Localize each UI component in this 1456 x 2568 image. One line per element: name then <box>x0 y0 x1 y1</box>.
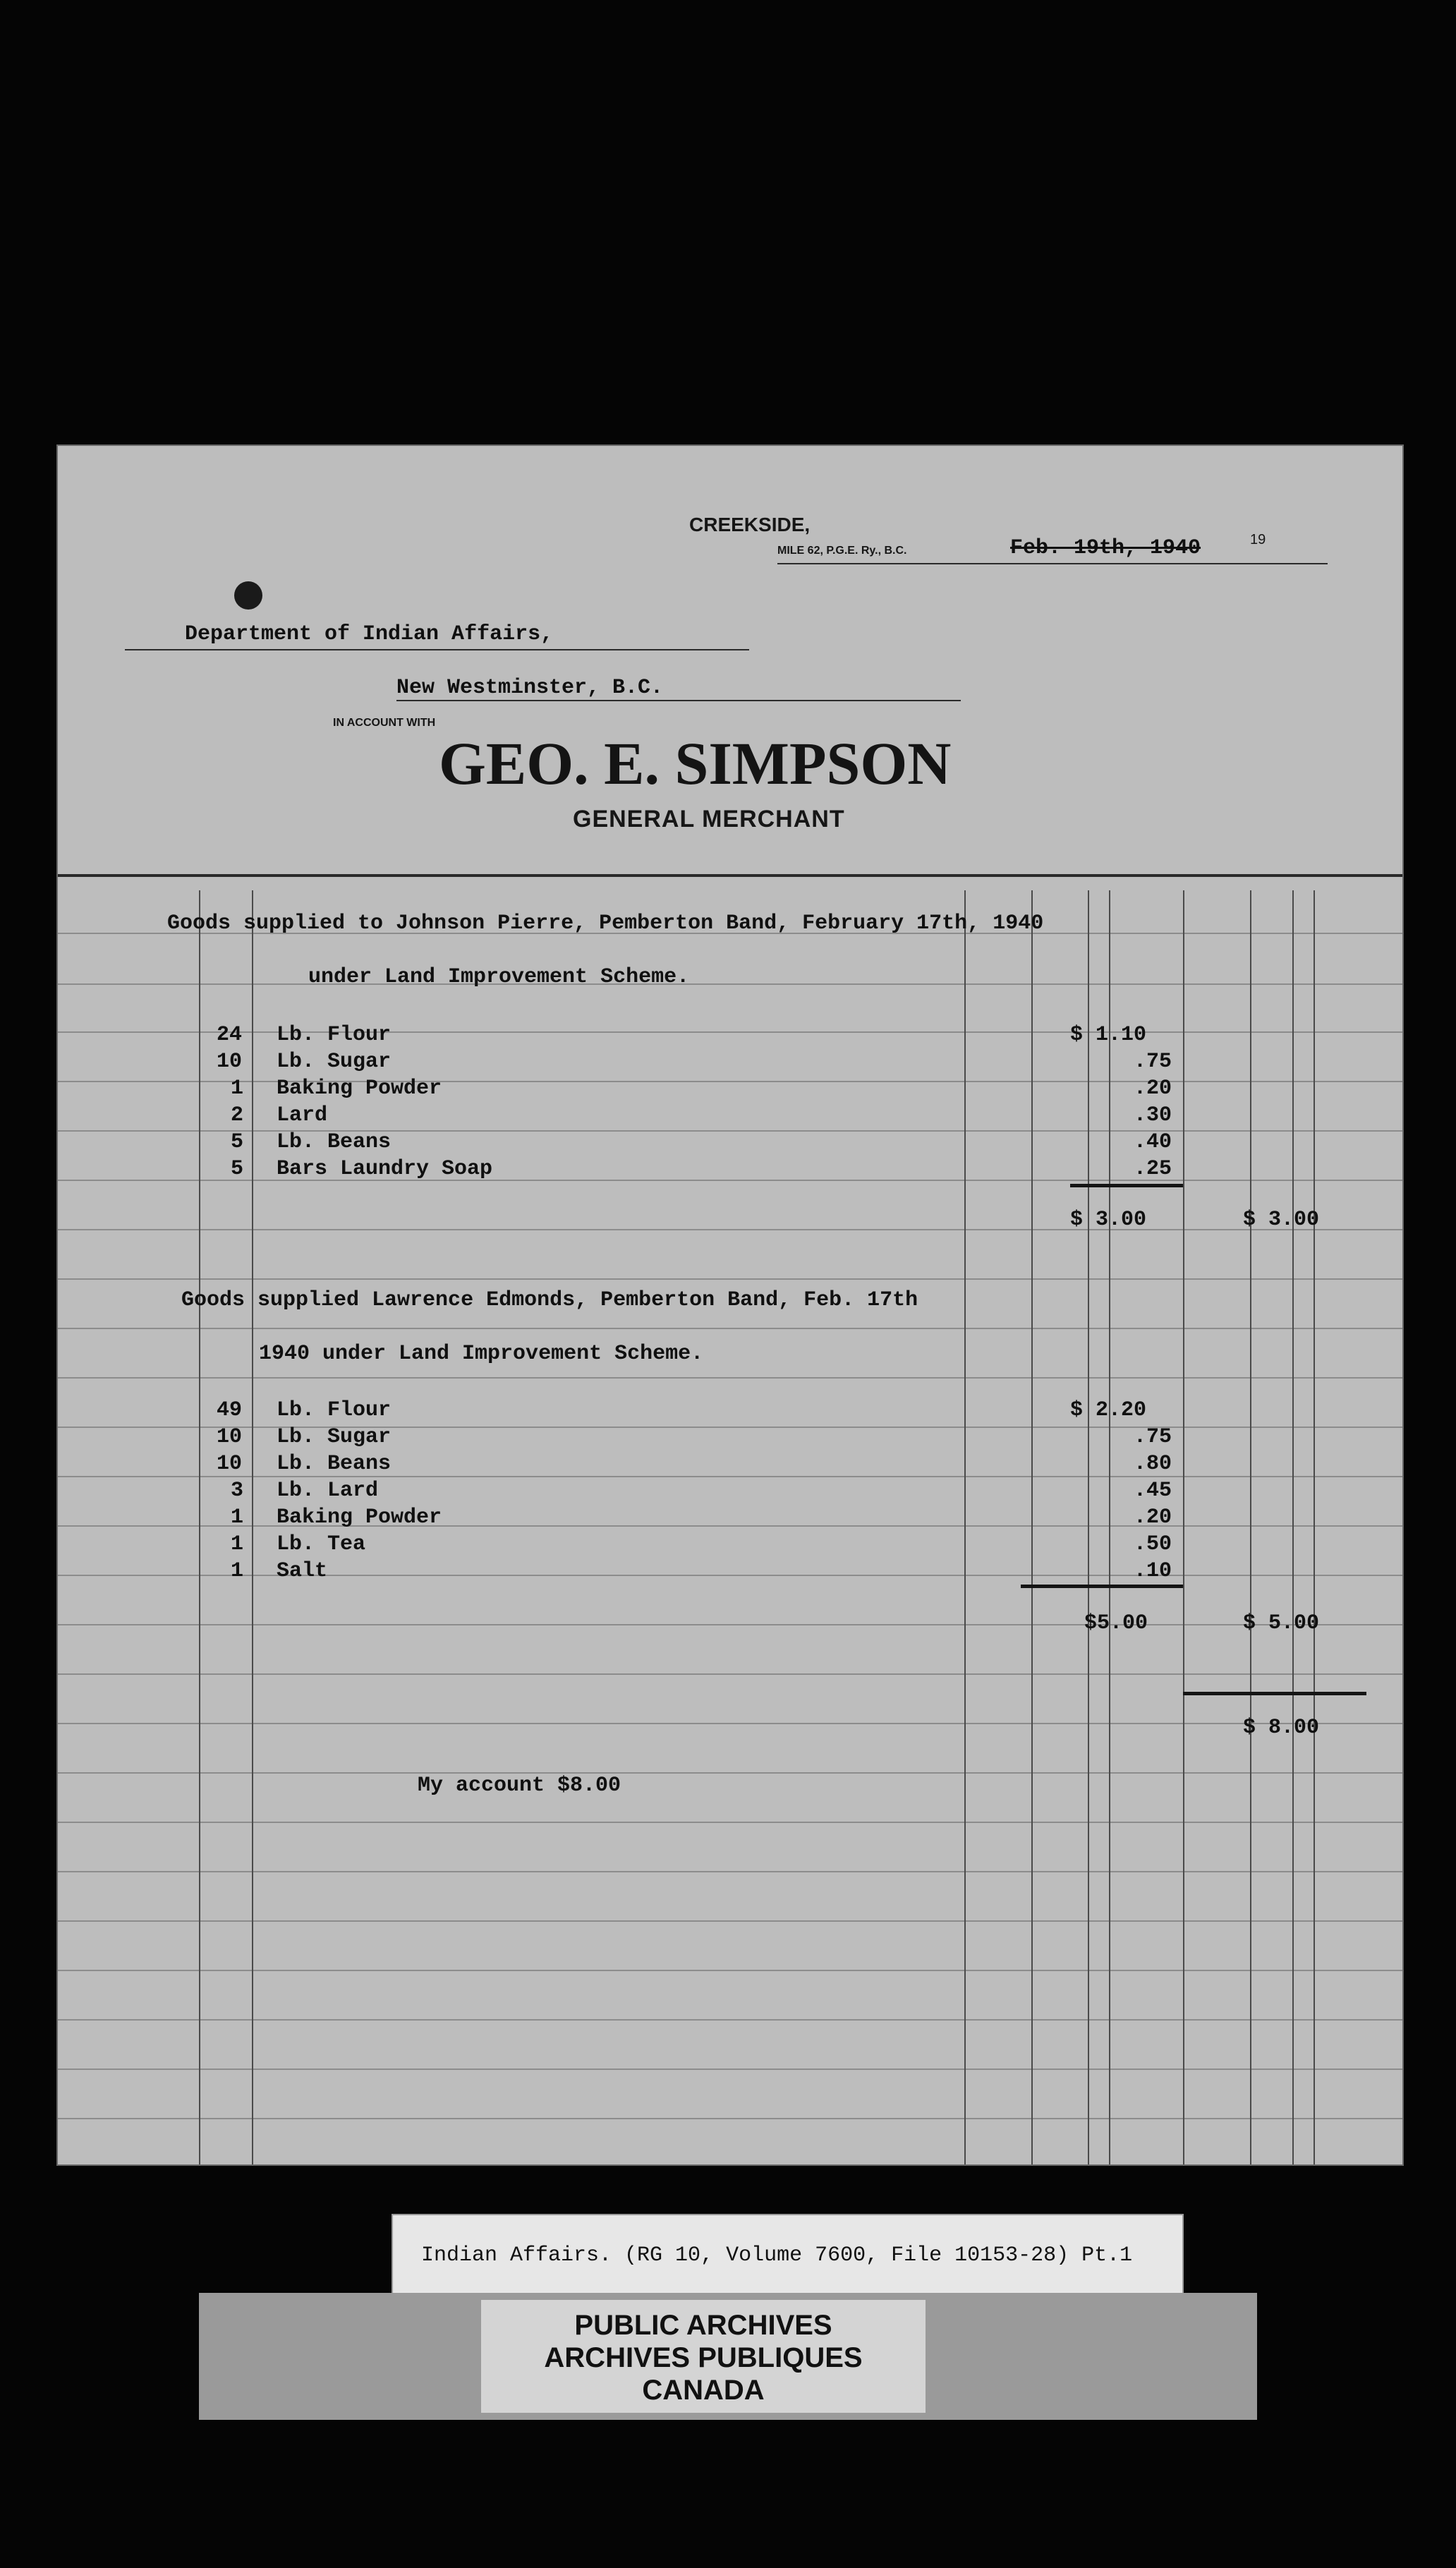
order1-item-amount: .30 <box>1134 1103 1172 1127</box>
archive-stamp-panel <box>481 2300 926 2413</box>
order2-item-desc: Lb. Tea <box>277 1532 366 1556</box>
stamp-line2: ARCHIVES PUBLIQUES <box>544 2342 863 2373</box>
order1-item-amount: .40 <box>1134 1130 1172 1154</box>
archive-reference: Indian Affairs. (RG 10, Volume 7600, File 10153-28) Pt.1 <box>421 2243 1133 2267</box>
order2-item-desc: Lb. Sugar <box>277 1425 392 1449</box>
order2-item-desc: Lb. Lard <box>277 1479 379 1503</box>
order1-item-qty: 24 <box>217 1023 243 1047</box>
addressee-line2: New Westminster, B.C. <box>396 676 664 700</box>
order2-item-desc: Baking Powder <box>277 1506 442 1530</box>
order1-total: $ 3.00 <box>1243 1208 1320 1232</box>
order1-item-desc: Bars Laundry Soap <box>277 1157 493 1181</box>
archive-stamp <box>199 2293 1257 2420</box>
order1-item-desc: Lb. Sugar <box>277 1050 392 1074</box>
invoice-sheet <box>56 444 1404 2166</box>
order1-item-amount: .20 <box>1134 1077 1172 1101</box>
year-prefix: 19 <box>1250 532 1266 547</box>
order2-item-qty: 1 <box>231 1506 244 1530</box>
order1-item-desc: Lb. Flour <box>277 1023 392 1047</box>
order1-description-line2: under Land Improvement Scheme. <box>308 965 690 989</box>
location-line: MILE 62, P.G.E. Ry., B.C. <box>777 545 907 557</box>
order2-item-qty: 1 <box>231 1532 244 1556</box>
order1-item-desc: Baking Powder <box>277 1077 442 1101</box>
order2-description-line1: Goods supplied Lawrence Edmonds, Pemberton Band, Feb. 17th <box>181 1288 918 1312</box>
order1-item-amount: .75 <box>1134 1050 1172 1074</box>
order2-item-amount: .10 <box>1134 1559 1172 1583</box>
order1-item-qty: 1 <box>231 1077 244 1101</box>
order1-item-desc: Lard <box>277 1103 328 1127</box>
stamp-line1: PUBLIC ARCHIVES <box>574 2310 832 2341</box>
stamp-line3: CANADA <box>642 2375 765 2406</box>
order2-item-qty: 10 <box>217 1452 243 1476</box>
order2-subtotal: $5.00 <box>1084 1611 1148 1635</box>
order2-item-desc: Salt <box>277 1559 328 1583</box>
order2-item-amount: .50 <box>1134 1532 1172 1556</box>
account-note: My account $8.00 <box>418 1774 621 1798</box>
order2-total: $ 5.00 <box>1243 1611 1320 1635</box>
order1-description-line1: Goods supplied to Johnson Pierre, Pemberton Band, February 17th, 1940 <box>167 911 1044 935</box>
order2-item-desc: Lb. Beans <box>277 1452 392 1476</box>
order1-subtotal: $ 3.00 <box>1070 1208 1147 1232</box>
order1-sum-rule <box>1070 1184 1183 1187</box>
merchant-title: GENERAL MERCHANT <box>573 806 845 832</box>
order2-item-qty: 1 <box>231 1559 244 1583</box>
order2-sum-rule <box>1021 1585 1183 1588</box>
header-rule <box>58 874 1402 877</box>
order1-item-qty: 2 <box>231 1103 244 1127</box>
grand-total-rule <box>1183 1692 1366 1695</box>
addressee-line1: Department of Indian Affairs, <box>185 622 554 646</box>
order2-item-amount: .80 <box>1134 1452 1172 1476</box>
order2-item-amount: .20 <box>1134 1506 1172 1530</box>
order1-item-desc: Lb. Beans <box>277 1130 392 1154</box>
order2-item-qty: 3 <box>231 1479 244 1503</box>
order2-description-line2: 1940 under Land Improvement Scheme. <box>259 1342 704 1366</box>
order2-item-amount: $ 2.20 <box>1070 1398 1147 1422</box>
order2-item-qty: 10 <box>217 1425 243 1449</box>
order1-item-qty: 10 <box>217 1050 243 1074</box>
in-account-with: IN ACCOUNT WITH <box>333 717 436 729</box>
town-name: CREEKSIDE, <box>689 514 811 535</box>
order2-item-qty: 49 <box>217 1398 243 1422</box>
merchant-name: GEO. E. SIMPSON <box>439 729 952 797</box>
archive-reference-label <box>392 2214 1184 2297</box>
order1-item-amount: .25 <box>1134 1157 1172 1181</box>
order1-item-amount: $ 1.10 <box>1070 1023 1147 1047</box>
order2-item-desc: Lb. Flour <box>277 1398 392 1422</box>
invoice-date: Feb. 19th, 1940 <box>1010 536 1201 560</box>
order2-item-amount: .45 <box>1134 1479 1172 1503</box>
grand-total: $ 8.00 <box>1243 1716 1320 1740</box>
order2-item-amount: .75 <box>1134 1425 1172 1449</box>
order1-item-qty: 5 <box>231 1157 244 1181</box>
order1-item-qty: 5 <box>231 1130 244 1154</box>
ink-blot <box>234 581 262 610</box>
